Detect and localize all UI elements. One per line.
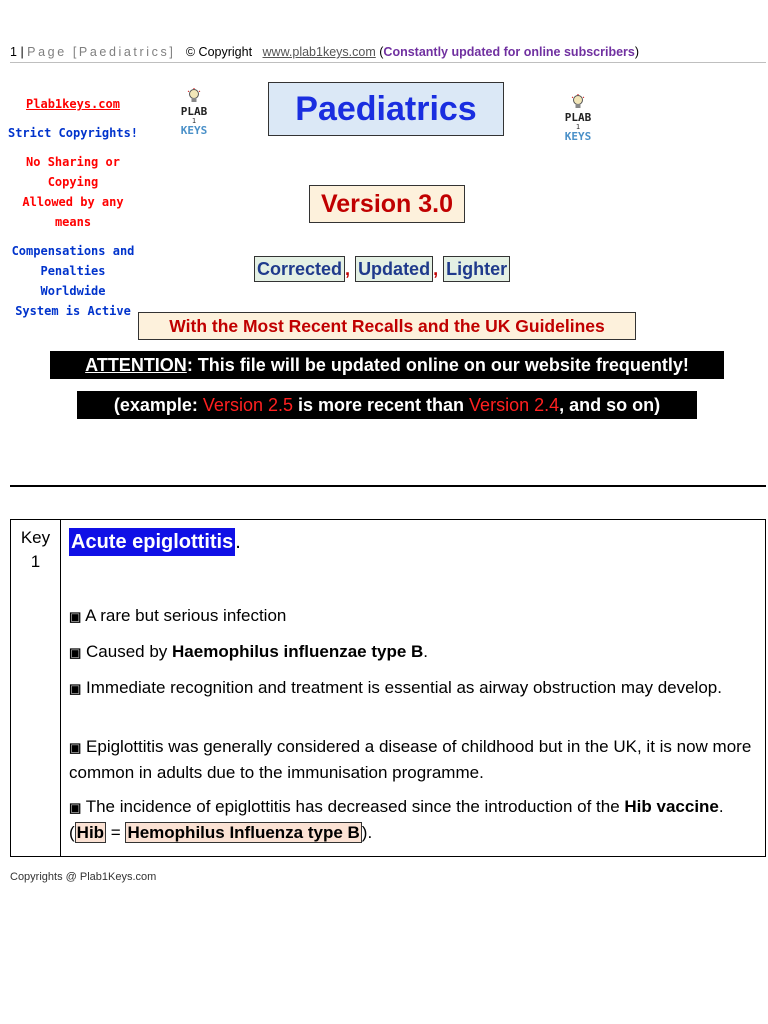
tag-lighter: Lighter — [443, 256, 510, 282]
page-header: 1 | Page [Paediatrics] © Copyright www.plab1keys.com (Constantly updated for online subscribers) — [10, 45, 640, 59]
notice-penalty-3: System is Active — [15, 304, 131, 318]
list-item: ▣ Immediate recognition and treatment is essential as airway obstruction may develop. — [69, 678, 722, 697]
key-topic: Acute epiglottitis — [69, 528, 235, 556]
plab1keys-logo-left — [174, 88, 214, 144]
list-item: ▣ The incidence of epiglottitis has decreased since the introduction of the Hib vaccine. ( Hib = Hemophilus Influenza type B ). — [69, 797, 724, 842]
hib-full-name: Hemophilus Influenza type B — [127, 823, 360, 842]
notice-site[interactable]: Plab1keys.com — [26, 97, 120, 111]
section-divider — [10, 485, 766, 487]
square-bullet-icon: ▣ — [69, 609, 82, 624]
vaccine-name: Hib vaccine — [624, 797, 719, 816]
copyright-notice — [6, 94, 140, 321]
copyright-prefix: © Copyright — [185, 45, 253, 59]
hib-abbreviation: Hib — [76, 823, 105, 842]
document-title: Paediatrics — [268, 82, 504, 136]
square-bullet-icon: ▣ — [69, 740, 82, 755]
page-label: Page [Paediatrics] — [27, 45, 176, 59]
logo-plab: PLAB — [180, 105, 208, 118]
lightbulb-icon — [187, 88, 201, 106]
page-number: 1 — [10, 45, 17, 59]
version-badge: Version 3.0 — [309, 185, 465, 223]
plab1keys-logo-right — [558, 94, 598, 150]
header-divider — [10, 62, 766, 63]
attention-text: : This file will be updated online on our website frequently! — [186, 355, 689, 375]
list-item: ▣ A rare but serious infection — [69, 606, 287, 625]
key-table: Key 1 Acute epiglottitis . ▣ A rare but serious infection ▣ Caused by Haemophilus influenzae type B. ▣ Immediate recognition and treatment is essential as airway obstruction may develop. ▣ Epiglottitis was generally considered a disease of childhood but in the UK, it is now more common in adults due to the immunisation programme. ▣ The incidence of epiglottitis has decreased since the introduction of the Hib vaccine. ( Hib = Hemophilus Influenza type B ). — [10, 519, 766, 857]
causative-organism: Haemophilus influenzae type B — [172, 642, 424, 661]
logo-keys: KEYS — [180, 124, 208, 137]
example-banner: (example: Version 2.5 is more recent than Version 2.4, and so on) — [77, 391, 697, 419]
key-number: 1 — [30, 552, 41, 571]
logo-one: 1 — [191, 117, 197, 125]
square-bullet-icon: ▣ — [69, 681, 82, 696]
attention-label: ATTENTION — [85, 355, 187, 375]
logo-one: 1 — [575, 123, 581, 131]
example-version-old: Version 2.4 — [469, 395, 560, 415]
tag-updated: Updated — [355, 256, 433, 282]
square-bullet-icon: ▣ — [69, 645, 82, 660]
list-item: ▣ Caused by Haemophilus influenzae type B. — [69, 642, 429, 661]
notice-no-sharing-1: No Sharing or Copying — [26, 155, 120, 189]
page-footer: Copyrights @ Plab1Keys.com — [10, 871, 157, 883]
site-link[interactable]: www.plab1keys.com — [262, 45, 376, 59]
list-item: ▣ Epiglottitis was generally considered a disease of childhood but in the UK, it is now more common in adults due to the immunisation programme. — [69, 737, 752, 782]
subscriber-note: Constantly updated for online subscribers — [383, 45, 635, 59]
key-label-cell — [11, 520, 61, 856]
lightbulb-icon — [571, 94, 585, 112]
tag-corrected: Corrected — [254, 256, 345, 282]
example-version-new: Version 2.5 — [202, 395, 293, 415]
status-tags: Corrected , Updated , Lighter — [254, 256, 510, 284]
notice-strict: Strict Copyrights! — [7, 126, 139, 140]
key-label: Key — [20, 528, 51, 547]
notice-penalty-2: Penalties Worldwide — [40, 264, 106, 298]
notice-no-sharing-2: Allowed by any means — [22, 195, 124, 229]
attention-banner — [50, 351, 724, 379]
recalls-banner: With the Most Recent Recalls and the UK Guidelines — [138, 312, 636, 340]
logo-keys: KEYS — [564, 130, 592, 143]
notice-penalty-1: Compensations and — [11, 244, 135, 258]
logo-plab: PLAB — [564, 111, 592, 124]
square-bullet-icon: ▣ — [69, 800, 82, 815]
